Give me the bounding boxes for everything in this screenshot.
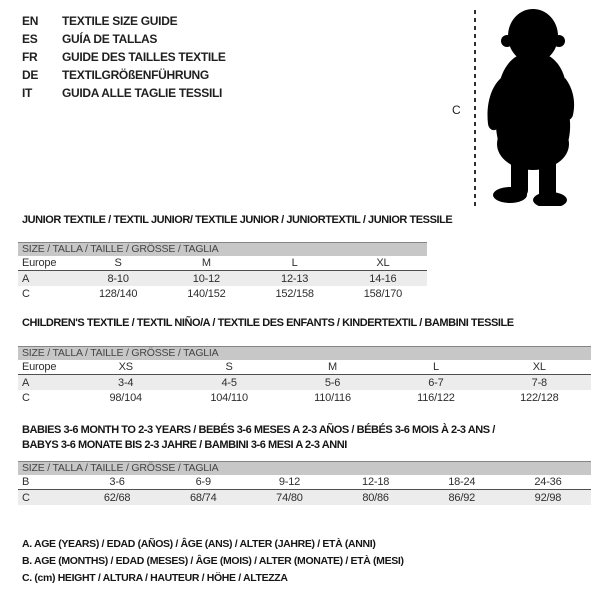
months-cell: 18-24 (448, 476, 476, 488)
babies-title-line2: BABYS 3-6 MONATE BIS 2-3 JAHRE / BAMBINI 3-6 MESI A 2-3 ANNI (22, 439, 347, 451)
size-header-bar: SIZE / TALLA / TAILLE / GRÖSSE / TAGLIA (18, 346, 591, 360)
language-code: EN (22, 14, 39, 28)
months-cell: 24-36 (534, 476, 562, 488)
table-row-age (18, 375, 591, 390)
size-cell: S (225, 361, 233, 373)
height-cell: 140/152 (187, 287, 226, 300)
age-cell: 8-10 (107, 272, 129, 285)
height-cell: 158/170 (363, 287, 403, 300)
language-label: GUÍA DE TALLAS (62, 32, 158, 46)
height-measure-dashed-line (474, 10, 476, 207)
children-size-table (18, 346, 591, 405)
junior-size-table (18, 242, 427, 301)
months-cell: 12-18 (362, 476, 390, 488)
language-label: TEXTILGRÖßENFÜHRUNG (62, 68, 209, 82)
legend-footnotes (22, 536, 404, 587)
language-label: GUIDA ALLE TAGLIE TESSILI (62, 86, 223, 100)
size-header-bar: SIZE / TALLA / TAILLE / GRÖSSE / TAGLIA (18, 242, 427, 256)
size-cell: S (114, 257, 122, 269)
language-row-de (22, 66, 226, 84)
language-code: ES (22, 32, 38, 46)
language-label: GUIDE DES TAILLES TEXTILE (62, 50, 226, 64)
language-code: FR (22, 50, 38, 64)
months-cell: 3-6 (109, 476, 125, 488)
size-header-bar: SIZE / TALLA / TAILLE / GRÖSSE / TAGLIA (18, 461, 591, 475)
height-cell: 116/122 (417, 391, 455, 404)
row-label: Europe (22, 361, 57, 373)
babies-size-table (18, 461, 591, 505)
language-code: DE (22, 68, 39, 82)
language-row-es (22, 30, 226, 48)
height-cell: 68/74 (189, 491, 217, 504)
table-row-europe (18, 360, 591, 375)
language-label: TEXTILE SIZE GUIDE (62, 14, 178, 28)
row-label: C (22, 391, 30, 404)
height-cell: 104/110 (210, 391, 248, 404)
babies-title-line1: BABIES 3-6 MONTH TO 2-3 YEARS / BEBÉS 3-6 MESES A 2-3 AÑOS / BÉBÉS 3-6 MOIS À 2-3 ANS / (22, 424, 495, 436)
row-label: A (22, 376, 30, 389)
age-cell: 14-16 (369, 272, 397, 285)
months-cell: 6-9 (195, 476, 211, 488)
size-cell: XS (118, 361, 133, 373)
row-label: C (22, 287, 30, 300)
language-row-en (22, 12, 226, 30)
row-label: A (22, 272, 30, 285)
size-cell: M (328, 361, 337, 373)
language-row-fr (22, 48, 226, 66)
size-cell: L (291, 257, 298, 269)
height-cell: 74/80 (276, 491, 303, 504)
row-label: Europe (22, 257, 57, 269)
size-cell: L (432, 361, 439, 373)
junior-section-title: JUNIOR TEXTILE / TEXTIL JUNIOR/ TEXTILE JUNIOR / JUNIORTEXTIL / JUNIOR TESSILE (22, 214, 453, 226)
age-cell: 3-4 (118, 376, 134, 389)
height-cell: 92/98 (534, 491, 562, 504)
months-cell: 9-12 (278, 476, 301, 488)
height-cell: 122/128 (520, 391, 559, 404)
table-row-height (18, 286, 427, 301)
age-cell: 4-5 (221, 376, 237, 389)
footnote-age-months: B. AGE (MONTHS) / EDAD (MESES) / ÂGE (MOIS) / ALTER (MONATE) / ETÀ (MESI) (22, 555, 404, 567)
size-cell: XL (376, 257, 390, 269)
toddler-silhouette-icon (477, 6, 591, 206)
language-code: IT (22, 86, 33, 100)
language-title-list (22, 12, 226, 102)
table-row-europe (18, 256, 427, 271)
age-cell: 6-7 (428, 376, 444, 389)
children-section-title: CHILDREN'S TEXTILE / TEXTIL NIÑO/A / TEXTILE DES ENFANTS / KINDERTEXTIL / BAMBINI TESSILE (22, 317, 514, 329)
height-cell: 98/104 (109, 391, 142, 404)
babies-section-title (22, 423, 495, 453)
height-cell: 110/116 (314, 391, 351, 404)
row-label: B (22, 476, 30, 488)
height-cell: 128/140 (98, 287, 138, 300)
table-row-months (18, 475, 591, 490)
height-marker-label: C (452, 103, 461, 117)
language-row-it (22, 84, 226, 102)
age-cell: 12-13 (281, 272, 309, 285)
height-cell: 86/92 (448, 491, 476, 504)
table-row-height (18, 490, 591, 505)
height-cell: 152/158 (275, 287, 314, 300)
footnote-age-years: A. AGE (YEARS) / EDAD (AÑOS) / ÂGE (ANS) / ALTER (JAHRE) / ETÀ (ANNI) (22, 538, 376, 550)
footnote-height: C. (cm) HEIGHT / ALTURA / HAUTEUR / HÖHE / ALTEZZA (22, 572, 288, 584)
height-cell: 62/68 (103, 491, 131, 504)
age-cell: 7-8 (531, 376, 547, 389)
table-row-height (18, 390, 591, 405)
age-cell: 10-12 (192, 272, 220, 285)
size-cell: M (201, 257, 211, 269)
size-cell: XL (532, 361, 546, 373)
table-row-age (18, 271, 427, 286)
height-cell: 80/86 (362, 491, 389, 504)
row-label: C (22, 491, 30, 504)
age-cell: 5-6 (324, 376, 341, 389)
